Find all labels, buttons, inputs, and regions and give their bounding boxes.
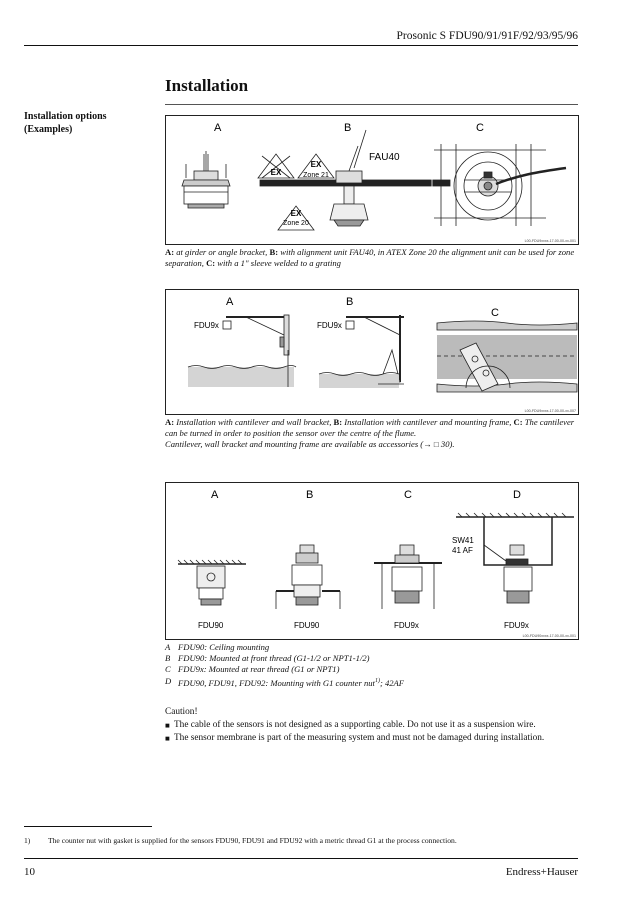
page-footer bbox=[24, 866, 578, 878]
caption-2-key-a: A: bbox=[165, 417, 175, 427]
legend-row-d: D FDU90, FDU91, FDU92: Mounting with G1 counter nut$^{1)}$; 42AF bbox=[165, 675, 405, 688]
caption-2-text-c: The cantilever can be turned in order to position the sensor over the centre of the flume. bbox=[165, 417, 575, 438]
footnote-number: 1) bbox=[24, 836, 31, 845]
grating-sleeve-drawing bbox=[432, 140, 572, 232]
sensor-label-a: FDU9x bbox=[194, 321, 219, 330]
brand-name: Endress+Hauser bbox=[505, 866, 578, 878]
caption-1-key-a: A: bbox=[165, 247, 175, 257]
running-header: Prosonic S FDU90/91/91F/92/93/95/96 bbox=[396, 30, 578, 42]
caution-block bbox=[165, 706, 585, 745]
zone-20-label: Zone 20 bbox=[283, 220, 309, 227]
zone-21-label: Zone 21 bbox=[303, 172, 329, 179]
af41-label: 41 AF bbox=[452, 546, 473, 555]
page-number: 10 bbox=[24, 866, 35, 878]
legend-row-b: B FDU90: Mounted at front thread (G1-1/2 or NPT1-1/2) bbox=[165, 653, 370, 664]
legend-row-c: C FDU9x: Mounted at rear thread (G1 or NPT1) bbox=[165, 664, 340, 675]
figure-3-label-d: D bbox=[513, 489, 521, 501]
ex-mark-3: EX bbox=[290, 209, 302, 218]
footnote bbox=[24, 836, 594, 845]
caution-item: ■ The cable of the sensors is not designed as a supporting cable. Do not use it as a suspension wire. bbox=[165, 720, 536, 730]
caption-2-text-b: Installation with cantilever and mounting frame, bbox=[342, 417, 514, 427]
title-rule bbox=[165, 104, 578, 105]
footnote-text: The counter nut with gasket is supplied for the sensors FDU90, FDU91 and FDU92 with a metric thread G1 at the process connection. bbox=[48, 836, 457, 845]
figure-1-label-b: B bbox=[344, 122, 352, 134]
figure-2-label-b: B bbox=[346, 296, 354, 308]
caption-2-key-b: B: bbox=[333, 417, 343, 427]
figure-2-label-a: A bbox=[226, 296, 234, 308]
footnote-ref: 1) bbox=[374, 677, 380, 684]
sidebar-label-line2: (Examples) bbox=[24, 124, 73, 135]
front-thread-drawing bbox=[276, 545, 340, 609]
caption-1-text-c: with a 1" sleeve welded to a grating bbox=[215, 258, 341, 268]
caption-2-page: 30). bbox=[438, 439, 455, 449]
figure-1-label-c: C bbox=[476, 122, 484, 134]
page-ref-icon: □ bbox=[433, 440, 439, 449]
footnote-rule bbox=[24, 826, 152, 827]
sidebar-label-line1: Installation options bbox=[24, 111, 107, 122]
section-title: Installation bbox=[165, 76, 249, 95]
fau40-drawing bbox=[258, 130, 450, 230]
sensor-fdu9x-d: FDU9x bbox=[504, 621, 529, 630]
sensor-fdu9x-c: FDU9x bbox=[394, 621, 419, 630]
caption-1-key-c: C: bbox=[206, 258, 216, 268]
rear-thread-drawing bbox=[374, 545, 442, 609]
caption-1-text-b: with alignment unit FAU40, in ATEX Zone 20 the alignment unit can be used for zone separation, bbox=[165, 247, 575, 268]
figure-3-label-a: A bbox=[211, 489, 219, 501]
sensor-label-b: FDU9x bbox=[317, 321, 342, 330]
footer-rule bbox=[24, 858, 578, 859]
sw41-label: SW41 bbox=[452, 536, 474, 545]
caption-2-key-c: C: bbox=[513, 417, 523, 427]
figure-1 bbox=[165, 115, 579, 245]
figure-3-label-c: C bbox=[404, 489, 412, 501]
figure-2-id: L00-FDU9xxxx-17-00-00-xx-007 bbox=[524, 409, 576, 413]
ex-mark-1: EX bbox=[270, 168, 282, 177]
figure-3-legend bbox=[165, 642, 580, 689]
caution-title: Caution! bbox=[165, 707, 198, 717]
figure-2 bbox=[165, 289, 579, 415]
figure-3 bbox=[165, 482, 579, 640]
fau40-label: FAU40 bbox=[369, 152, 400, 163]
figure-3-id: L00-FDU90xxxx-17-00-00-xx-001 bbox=[522, 634, 576, 638]
ceiling-mount-drawing bbox=[178, 560, 246, 605]
header-rule bbox=[24, 45, 578, 46]
counter-nut-drawing bbox=[456, 513, 574, 603]
caption-2-text-a: Installation with cantilever and wall bracket, bbox=[174, 417, 334, 427]
girder-mount-drawing bbox=[182, 151, 230, 208]
caption-1-text-a: at girder or angle bracket, bbox=[174, 247, 270, 257]
figure-3-label-b: B bbox=[306, 489, 314, 501]
figure-2-label-c: C bbox=[491, 307, 499, 319]
caption-1-key-b: B: bbox=[269, 247, 279, 257]
figure-2-caption bbox=[165, 417, 580, 450]
ex-mark-2: EX bbox=[310, 160, 322, 169]
legend-row-a: A FDU90: Ceiling mounting bbox=[165, 642, 270, 652]
sensor-fdu90-a: FDU90 bbox=[198, 621, 224, 630]
sensor-fdu90-b: FDU90 bbox=[294, 621, 320, 630]
caption-2-line2: Cantilever, wall bracket and mounting frame are available as accessories (→ bbox=[165, 439, 434, 449]
flume-cantilever-drawing bbox=[437, 321, 577, 392]
bullet-icon: ■ bbox=[165, 734, 170, 743]
caution-item: ■ The sensor membrane is part of the measuring system and must not be damaged during installation. bbox=[165, 733, 545, 743]
figure-1-label-a: A bbox=[214, 122, 222, 134]
sidebar-label bbox=[24, 110, 154, 136]
figure-1-id: L00-FDU9xxxx-17-00-00-xx-001 bbox=[524, 239, 576, 243]
figure-1-caption bbox=[165, 247, 580, 269]
bullet-icon: ■ bbox=[165, 721, 170, 730]
